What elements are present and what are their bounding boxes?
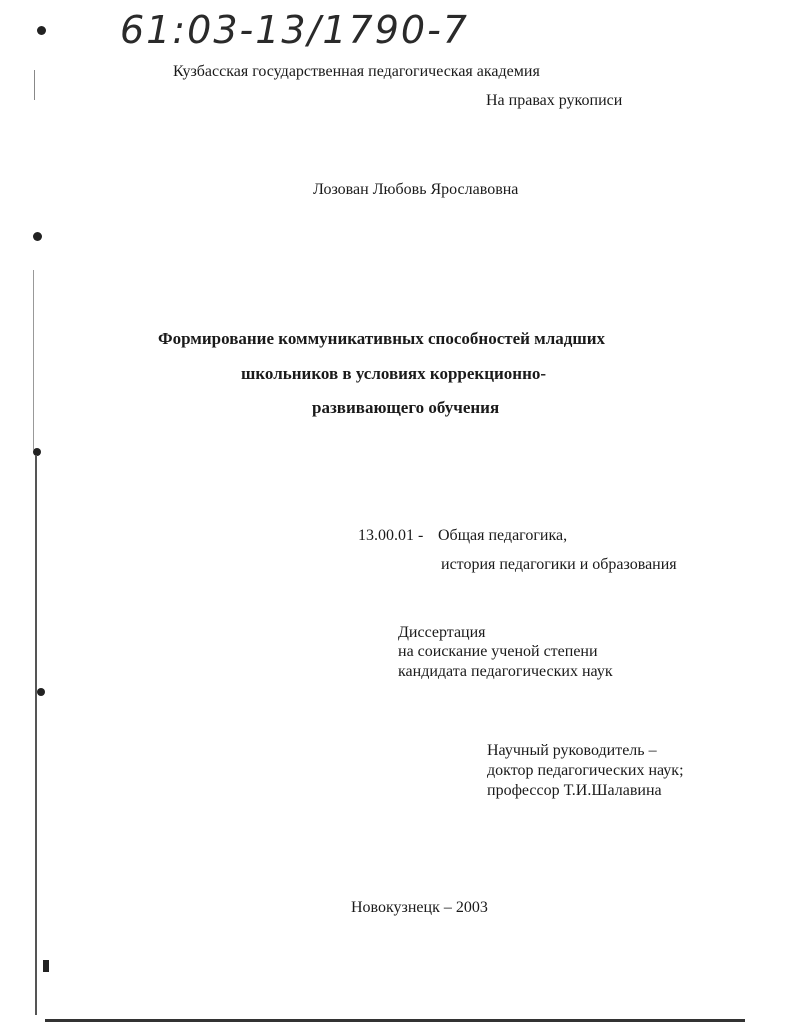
margin-line bbox=[35, 455, 37, 1015]
margin-line bbox=[34, 70, 35, 100]
institution-name: Кузбасская государственная педагогическая академия bbox=[173, 63, 540, 80]
bottom-edge-line bbox=[45, 1019, 745, 1022]
archive-number: 61:03-13/1790-7 bbox=[120, 8, 469, 52]
specialty-name-line1: Общая педагогика, bbox=[438, 527, 568, 544]
degree-line1: Диссертация bbox=[398, 624, 486, 641]
supervisor-line1: Научный руководитель – bbox=[487, 742, 657, 759]
title-line-2: школьников в условиях коррекционно- bbox=[241, 364, 547, 383]
margin-line bbox=[33, 270, 34, 450]
binding-hole-mark bbox=[33, 232, 42, 241]
title-line-3: развивающего обучения bbox=[312, 398, 500, 417]
title-line-1: Формирование коммуникативных способностей младших bbox=[158, 329, 606, 348]
degree-line2: на соискание ученой степени bbox=[398, 643, 598, 660]
degree-line3: кандидата педагогических наук bbox=[398, 663, 613, 680]
binding-hole-mark bbox=[37, 688, 45, 696]
author-name: Лозован Любовь Ярославовна bbox=[313, 181, 519, 198]
binding-hole-mark bbox=[37, 26, 46, 35]
city-year: Новокузнецк – 2003 bbox=[351, 899, 488, 916]
binding-hole-mark bbox=[43, 960, 49, 972]
manuscript-rights: На правах рукописи bbox=[486, 92, 623, 109]
supervisor-line3: профессор Т.И.Шалавина bbox=[487, 782, 662, 799]
specialty-code: 13.00.01 - bbox=[358, 527, 424, 544]
supervisor-line2: доктор педагогических наук; bbox=[487, 762, 684, 779]
specialty-name-line2: история педагогики и образования bbox=[441, 556, 677, 573]
